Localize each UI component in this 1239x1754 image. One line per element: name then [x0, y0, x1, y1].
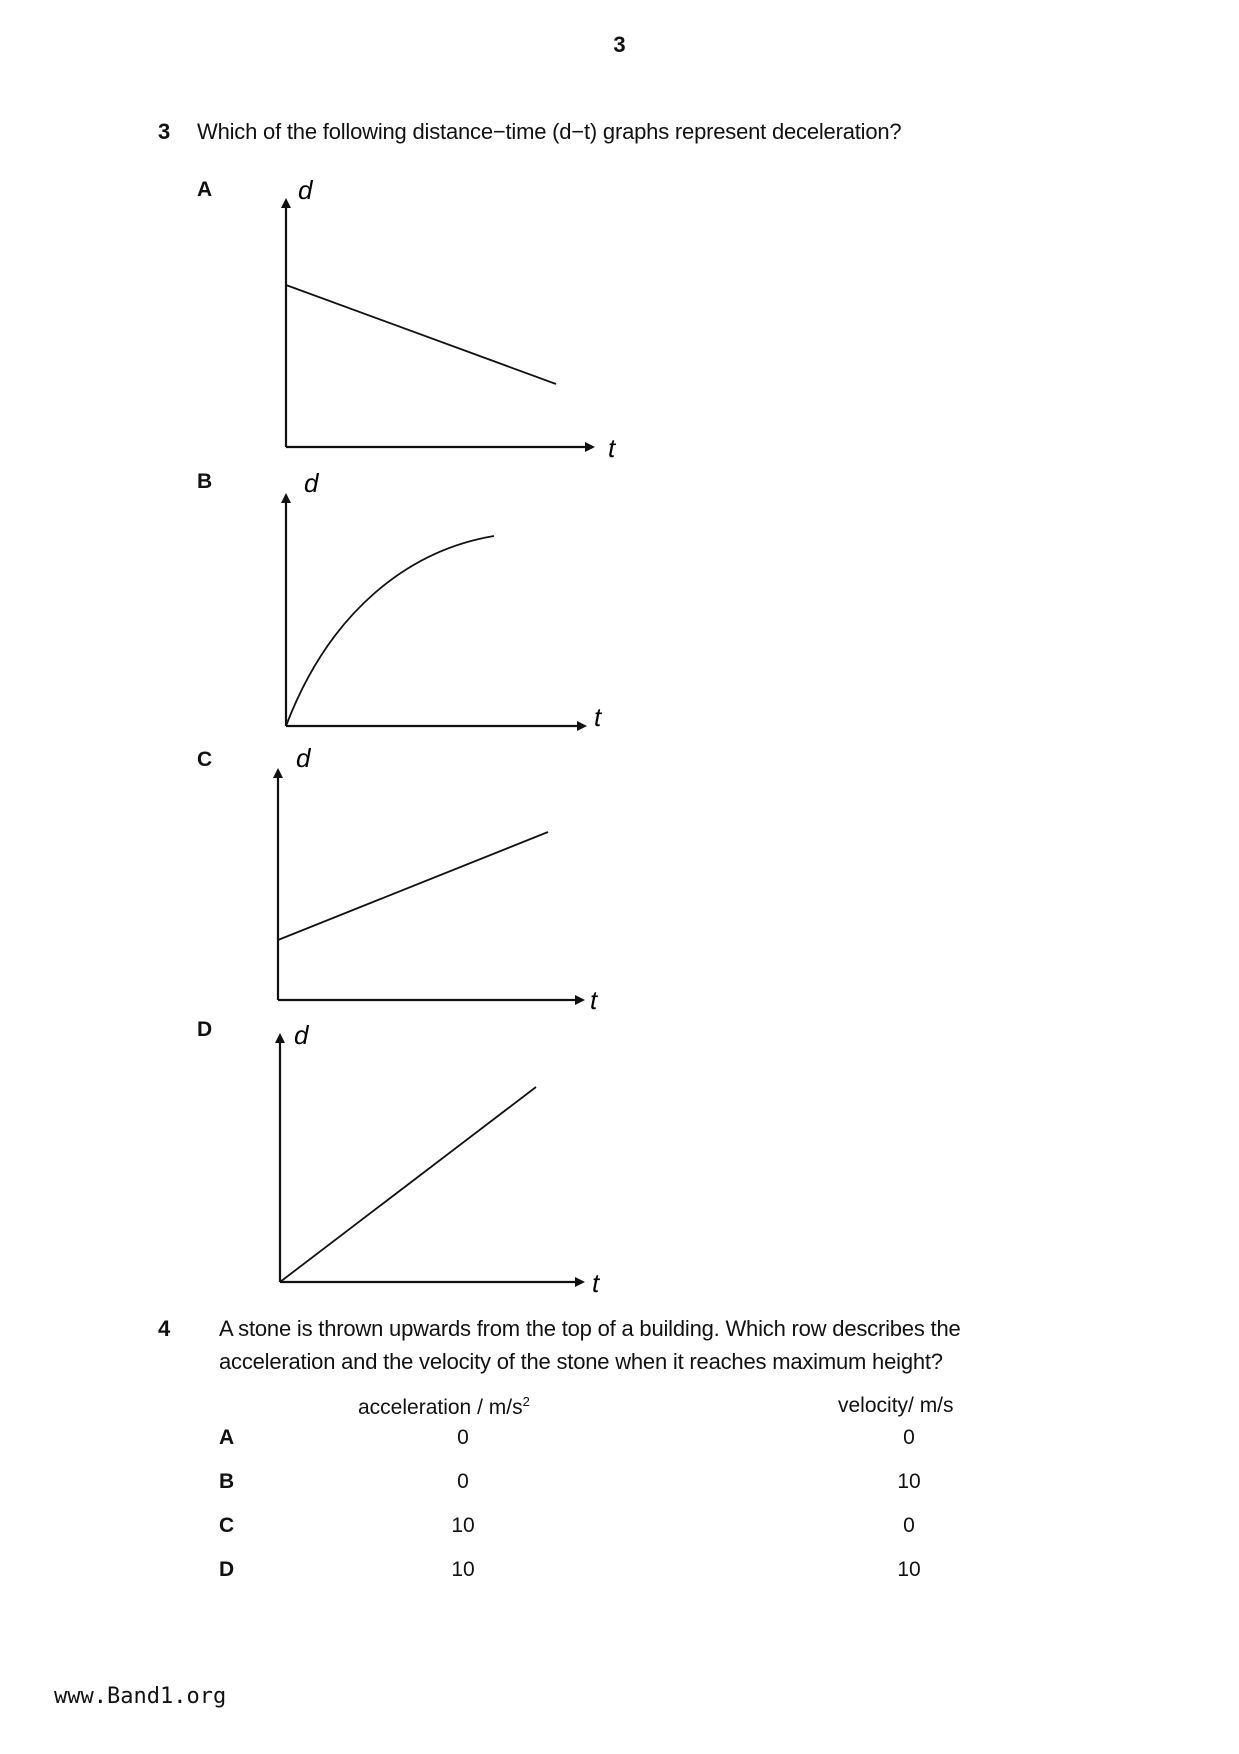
- y-axis-label: d: [296, 743, 311, 773]
- table-row-a-label: A: [219, 1426, 235, 1449]
- table-row-d-acceleration: 10: [451, 1558, 475, 1581]
- x-axis-label: t: [594, 702, 602, 732]
- table-row-b-velocity: 10: [897, 1470, 921, 1493]
- x-axis-label: t: [608, 433, 616, 463]
- graph-line: [286, 285, 556, 384]
- q3-graph-c: [262, 745, 622, 1015]
- q3-option-a-label: A: [197, 178, 213, 201]
- question-4-text-line2: acceleration and the velocity of the stone when it reaches maximum height?: [219, 1349, 943, 1374]
- acceleration-header-text: acceleration / m/s: [358, 1396, 523, 1419]
- page-number: 3: [613, 32, 626, 57]
- table-row-b-label: B: [219, 1470, 235, 1493]
- q3-option-b-label: B: [197, 470, 213, 493]
- table-row-d-velocity: 10: [897, 1558, 921, 1581]
- table-row-c-acceleration: 10: [451, 1514, 475, 1537]
- table-header-velocity: velocity/ m/s: [838, 1394, 954, 1417]
- y-axis-label: d: [304, 468, 319, 498]
- table-row-c-velocity: 0: [903, 1514, 915, 1537]
- y-axis-label: d: [298, 175, 313, 205]
- table-row-a-velocity: 0: [903, 1426, 915, 1449]
- table-row-a-acceleration: 0: [457, 1426, 469, 1449]
- table-row-b-acceleration: 0: [457, 1470, 469, 1493]
- table-row-d-label: D: [219, 1558, 235, 1581]
- table-header-acceleration: [358, 1394, 530, 1420]
- q3-graph-a: [270, 175, 630, 465]
- q3-option-c-label: C: [197, 748, 213, 771]
- table-row-c-label: C: [219, 1514, 235, 1537]
- question-4-text-line1: A stone is thrown upwards from the top of a building. Which row describes the: [219, 1316, 961, 1341]
- question-3-text: Which of the following distance−time (d−t) graphs represent deceleration?: [197, 119, 902, 144]
- question-3-number: 3: [158, 119, 171, 144]
- graph-line: [278, 832, 548, 940]
- x-axis-label: t: [592, 1268, 600, 1298]
- footer-url: www.Band1.org: [54, 1684, 227, 1709]
- y-axis-label: d: [294, 1020, 309, 1050]
- q3-graph-d: [262, 1020, 622, 1300]
- question-4-number: 4: [158, 1316, 171, 1341]
- graph-line: [280, 1087, 536, 1282]
- graph-curve: [286, 536, 494, 726]
- acceleration-header-superscript: 2: [522, 1394, 530, 1409]
- x-axis-label: t: [590, 985, 598, 1015]
- q3-graph-b: [270, 470, 630, 740]
- q3-option-d-label: D: [197, 1018, 213, 1041]
